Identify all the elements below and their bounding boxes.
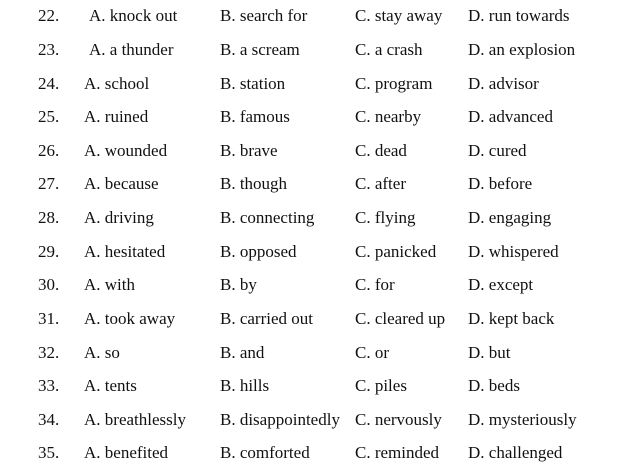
option-b: B. comforted: [220, 443, 310, 462]
option-b: B. by: [220, 275, 257, 294]
option-a: A. because: [84, 174, 159, 193]
option-d: D. advisor: [468, 74, 539, 93]
option-b: B. search for: [220, 6, 308, 25]
question-number: 30.: [38, 275, 60, 294]
option-a: A. school: [84, 74, 150, 93]
option-a: A. driving: [84, 208, 154, 227]
option-b: B. connecting: [220, 208, 315, 227]
option-a: A. breathlessly: [84, 410, 186, 429]
option-d: D. run towards: [468, 6, 570, 25]
option-c: C. cleared up: [355, 309, 446, 328]
option-b: B. opposed: [220, 242, 297, 261]
option-b: B. and: [220, 343, 265, 362]
option-c: C. dead: [355, 141, 407, 160]
question-number: 22.: [38, 6, 60, 25]
question-number: 31.: [38, 309, 60, 328]
question-row: [0, 172, 640, 196]
question-row: [0, 105, 640, 129]
question-row: [0, 273, 640, 297]
option-d: D. whispered: [468, 242, 559, 261]
option-a: A. tents: [84, 376, 137, 395]
option-a: A. knock out: [89, 6, 178, 25]
option-a: A. ruined: [84, 107, 149, 126]
question-row: [0, 38, 640, 62]
question-number: 27.: [38, 174, 60, 193]
option-b: B. though: [220, 174, 288, 193]
question-number: 25.: [38, 107, 60, 126]
option-b: B. disappointedly: [220, 410, 340, 429]
option-d: D. an explosion: [468, 40, 576, 59]
option-c: C. program: [355, 74, 433, 93]
option-a: A. took away: [84, 309, 176, 328]
option-d: D. cured: [468, 141, 527, 160]
option-c: C. nervously: [355, 410, 442, 429]
option-c: C. for: [355, 275, 395, 294]
question-row: [0, 139, 640, 163]
option-b: B. carried out: [220, 309, 313, 328]
option-a: A. so: [84, 343, 120, 362]
option-c: C. nearby: [355, 107, 422, 126]
option-a: A. wounded: [84, 141, 168, 160]
option-b: B. brave: [220, 141, 278, 160]
question-row: [0, 206, 640, 230]
option-c: C. panicked: [355, 242, 437, 261]
option-d: D. kept back: [468, 309, 555, 328]
option-d: D. beds: [468, 376, 520, 395]
option-d: D. challenged: [468, 443, 563, 462]
question-number: 28.: [38, 208, 60, 227]
option-d: D. except: [468, 275, 534, 294]
option-a: A. a thunder: [89, 40, 174, 59]
option-a: A. with: [84, 275, 135, 294]
option-c: C. piles: [355, 376, 407, 395]
question-row: [0, 307, 640, 331]
option-a: A. benefited: [84, 443, 169, 462]
option-d: D. engaging: [468, 208, 552, 227]
option-c: C. a crash: [355, 40, 423, 59]
option-c: C. after: [355, 174, 406, 193]
question-number: 26.: [38, 141, 60, 160]
question-row: [0, 341, 640, 365]
question-number: 34.: [38, 410, 60, 429]
question-number: 29.: [38, 242, 60, 261]
question-number: 35.: [38, 443, 60, 462]
option-a: A. hesitated: [84, 242, 166, 261]
option-d: D. before: [468, 174, 533, 193]
option-b: B. a scream: [220, 40, 300, 59]
option-d: D. mysteriously: [468, 410, 577, 429]
question-row: [0, 408, 640, 432]
option-c: C. stay away: [355, 6, 443, 25]
option-b: B. famous: [220, 107, 290, 126]
question-row: [0, 72, 640, 96]
question-row: [0, 441, 640, 465]
option-c: C. flying: [355, 208, 416, 227]
option-d: D. advanced: [468, 107, 553, 126]
question-row: [0, 240, 640, 264]
question-number: 33.: [38, 376, 60, 395]
option-d: D. but: [468, 343, 511, 362]
question-number: 32.: [38, 343, 60, 362]
option-b: B. hills: [220, 376, 270, 395]
option-c: C. reminded: [355, 443, 440, 462]
option-b: B. station: [220, 74, 286, 93]
question-number: 24.: [38, 74, 60, 93]
question-row: [0, 4, 640, 28]
option-c: C. or: [355, 343, 389, 362]
question-row: [0, 374, 640, 398]
question-number: 23.: [38, 40, 60, 59]
